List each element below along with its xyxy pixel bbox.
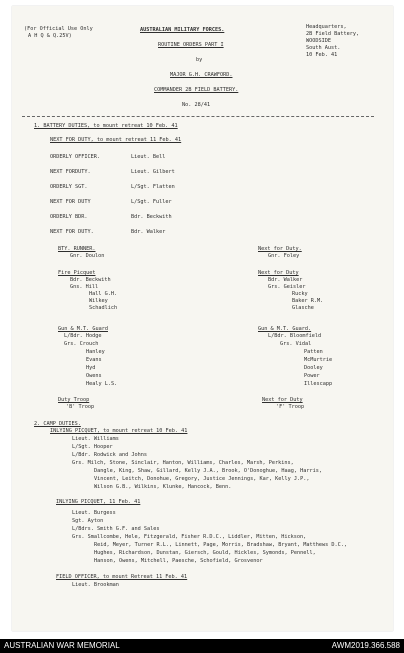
section-1-heading: 1. BATTERY DUTIES, to mount retreat 10 Feb. 41 [34, 123, 178, 129]
guard-line: Healy L.S. [86, 381, 118, 387]
field-officer-heading: FIELD OFFICER, to mount Retreat 11 Feb. 41 [56, 574, 188, 580]
fire-picquet-line: Gns. Hill [70, 284, 99, 290]
guard-label: Gun & M.T. Guard [58, 326, 108, 332]
footer-source: AUSTRALIAN WAR MEMORIAL [4, 641, 120, 650]
duty-role: ORDERLY OFFICER. [50, 154, 100, 160]
next-guard-line: Power [304, 373, 320, 379]
next-troop-label: Next for Duty [262, 397, 303, 403]
inlying-picquet-heading: INLYING PICQUET, to mount retreat 10 Feb. 41 [50, 428, 188, 434]
duty-name: Lieut. Bell [131, 154, 166, 160]
hq-date: 10 Feb. 41 [306, 52, 338, 58]
inlying2-line: L/Bdrs. Smith G.F. and Sales [72, 526, 160, 532]
inlying-line: Wilson G.B., Wilkins, Klunke, Hancock, Benn. [94, 484, 232, 490]
guard-line: Grs. Crouch [64, 341, 99, 347]
inlying2-line: Lieut. Burgess [72, 510, 116, 516]
fire-picquet-line: Wilkey [89, 298, 108, 304]
guard-line: Hyd [86, 365, 96, 371]
duty-troop-label: Duty Troop [58, 397, 90, 403]
bty-runner-name: Gnr. Doulon [70, 253, 105, 259]
next-picquet-line: Rucky [292, 291, 308, 297]
inlying2-line: Grs. Smallcombe, Hele, Fitzgerald, Fisher R.D.C., Liddler, Mitten, Hickson, [72, 534, 307, 540]
inlying-line: L/Bdr. Rodwick and Johns [72, 452, 147, 458]
fire-picquet-line: Bdr. Beckwith [70, 277, 111, 283]
inlying2-line: Hanson, Owens, Mitchell, Paesche, Schofield, Grosvenor [94, 558, 263, 564]
next-picquet-line: Baker R.M. [292, 298, 324, 304]
fire-picquet-line: Hall G.H. [89, 291, 118, 297]
inlying-line: Lieut. Williams [72, 436, 119, 442]
inlying-picquet-2-heading: INLYING PICQUET, 11 Feb. 41 [56, 499, 141, 505]
guard-line: L/Bdr. Hodge [64, 333, 102, 339]
divider [22, 116, 374, 117]
hq-line-2: 2B Field Battery, [306, 31, 360, 37]
duty-name: Bdr. Beckwith [131, 214, 172, 220]
commander-line: COMMANDER 2B FIELD BATTERY. [154, 87, 239, 93]
document-title: AUSTRALIAN MILITARY FORCES. [140, 27, 225, 33]
by-text: by [196, 57, 203, 63]
next-guard-line: Patten [304, 349, 323, 355]
duty-name: L/Sgt. Flatten [131, 184, 175, 190]
next-guard-line: Grs. Vidal [280, 341, 312, 347]
next-troop-value: 'F' Troop [276, 404, 305, 410]
order-number: No. 28/41 [182, 102, 211, 108]
inlying-line: L/Sgt. Hooper [72, 444, 113, 450]
next-picquet-label: Next for Duty [258, 270, 299, 276]
duty-role: NEXT FOR DUTY [50, 199, 91, 205]
footer-reference: AWM2019.366.588 [331, 641, 400, 650]
next-picquet-line: Grs. Geisler [268, 284, 306, 290]
field-officer-name: Lieut. Brookman [72, 582, 119, 588]
next-guard-line: McMurtrie [304, 357, 333, 363]
next-for-duty-heading: NEXT FOR DUTY, to mount retreat 11 Feb. 41 [50, 137, 182, 143]
guard-line: Hanley [86, 349, 105, 355]
duty-role: NEXT FOR DUTY. [50, 229, 94, 235]
next-guard-line: L/Bdr. Bloomfield [268, 333, 322, 339]
duty-name: Lieut. Gilbert [131, 169, 175, 175]
next-guard-line: Dooley [304, 365, 323, 371]
major-name: MAJOR G.H. CRAWFORD. [170, 72, 233, 78]
section-2-heading: 2. CAMP DUTIES. [34, 421, 81, 427]
duty-name: Bdr. Walker [131, 229, 166, 235]
archive-footer [0, 639, 404, 653]
document-subtitle: ROUTINE ORDERS PART I [158, 42, 224, 48]
inlying2-line: Reid, Meyer, Turner R.L., Linnett, Page, Morris, Bradshaw, Bryant, Matthews D.C., [94, 542, 347, 548]
official-use-line-2: A H Q & Q.25V) [28, 33, 72, 39]
duty-role: ORDERLY BDR. [50, 214, 88, 220]
next-runner-label: Next for Duty. [258, 246, 302, 252]
inlying-line: Grs. Milch, Stone, Sinclair, Hanton, Williams, Charles, Marsh, Perkins, [72, 460, 294, 466]
next-picquet-line: Glasche [292, 305, 314, 311]
next-guard-label: Gun & M.T. Guard. [258, 326, 312, 332]
fire-picquet-label: Fire Picquet [58, 270, 96, 276]
inlying2-line: Hughes, Richardson, Dunstan, Giersch, Gould, Hickles, Symonds, Pennell, [94, 550, 316, 556]
next-guard-line: Illescapp [304, 381, 333, 387]
hq-line-4: South Aust. [306, 45, 341, 51]
official-use-line-1: (For Official Use Only [24, 26, 93, 32]
duty-name: L/Sgt. Fuller [131, 199, 172, 205]
hq-line-1: Headquarters, [306, 24, 347, 30]
duty-role: NEXT FORDUTY. [50, 169, 91, 175]
hq-line-3: WOODSIDE [306, 38, 331, 44]
duty-role: ORDERLY SGT. [50, 184, 88, 190]
duty-troop-value: 'B' Troop [66, 404, 95, 410]
inlying-line: Dangle, King, Shaw, Gillard, Kelly J.A., Brook, O'Donoghue, Haag, Harris, [94, 468, 322, 474]
inlying-line: Vincent, Leitch, Donohue, Gregory, Justice Jennings, Kar, Kelly J.P., [94, 476, 310, 482]
fire-picquet-line: Schadlich [89, 305, 118, 311]
bty-runner-label: BTY. RUNNER. [58, 246, 96, 252]
next-runner-name: Gnr. Foley [268, 253, 300, 259]
next-picquet-line: Bdr. Walker [268, 277, 303, 283]
inlying2-line: Sgt. Ayton [72, 518, 104, 524]
guard-line: Evans [86, 357, 102, 363]
guard-line: Owens [86, 373, 102, 379]
